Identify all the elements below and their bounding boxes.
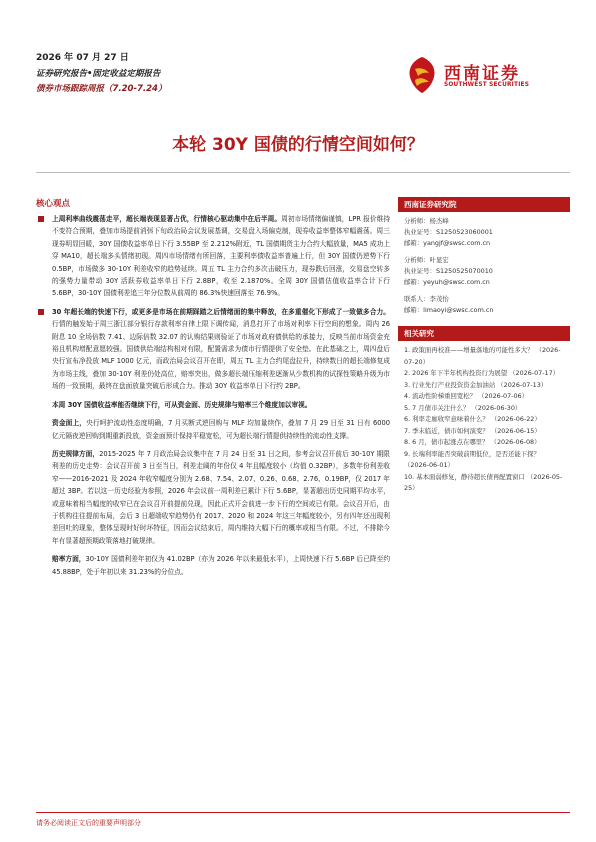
related-item[interactable]: 1. 政策面再校准——增量落地的可能性多大？ （2026-07-20） (404, 346, 561, 366)
p2-text: 行情的触发始于周三浙江部分银行存款利率自律上限下调传闻，消息打开了市场对利率下行空间的想象。周内 26 附息 10 全场倍数 7.41、边际倍数 32.07 的认购结果则验证了市场对政府债供给的承接力，反映当前市场资金充裕且机构增配意愿较强。国债供给端结构相对有限，配置需求为债市行情提供了安全垫。在此基础之上，周四盘后央行宣布净投放 MLF 1000 亿元，而政治局会议召开在即，周五 TL 主力合约尾盘拉升，持续数日的超长端修复成为市场主线，叠加 30-10Y 利差仍处高位，赔率突出，做多超长端压缩利差逐渐从少数机构的试探性策略升级为市场的一致预期，最终在盘面放量突破后形成合力。推动 30Y 收益率单日下行约 2BP。 (52, 320, 390, 391)
logo-en: SOUTHWEST SECURITIES (444, 82, 530, 88)
related-item[interactable]: 8. 6 月，债市起涨点在哪里？ （2026-06-08） (404, 438, 541, 446)
p1-bold: 上周利率曲线震荡走平，超长端表现显著占优，行情核心驱动集中在后半周。 (52, 215, 282, 223)
related-item[interactable]: 3. 行业先行产业投资资金加油站 （2026-07-13） (404, 380, 548, 389)
analyst-1-license: 执业证号：S1250523060001 (404, 228, 493, 236)
related-header: 相关研究 (398, 326, 570, 341)
institute-header: 西南证券研究院 (398, 197, 570, 212)
contact-email[interactable]: 邮箱：limaoyi@swsc.com.cn (404, 306, 494, 314)
related-item[interactable]: 9. 长端利率能否突破前期低位，是否还能下探？ （2026-06-01） (404, 449, 540, 469)
p3-bold: 本周 30Y 国债收益率能否继续下行，可从资金面、历史规律与赔率三个维度加以审视。 (52, 400, 312, 409)
related-item[interactable]: 6. 利率走廊收窄意味着什么？ （2026-06-22） (404, 415, 541, 423)
analyst-2-email[interactable]: 邮箱：yeyuh@swsc.com.cn (404, 278, 490, 286)
contact-name: 联系人：李茂怡 (404, 295, 449, 303)
p1-text: 周初市场情绪偏谨慎，LPR 报价维持不变符合预期，叠加市场提前消弭下旬政治局会议发展基调，交易盘入场偏克制，现券收益率整体窄幅震荡。周三现券明显回暖，30Y 国债收益率单日下行 3.55BP 至 2.212%附近，TL 国债期货主力合约大幅放量，MA5 成功上穿 MA10，超长端多头情绪初现。周四市场情绪有所回落，主要利率债收益率普遍上行，但 30Y 国债仍逆势下行 0.5BP，市场做多 30-10Y 利差收窄的趋势延续。周五 TL 主力合约多次击破压力，现券跌后回涨，交易盘空转多的强势力量带动 30Y 活跃券收益率单日下行 2.8BP，收至 2.1870%。全周 30Y 国债估值收益率合计下行 5.6BP，30-10Y 国债利差追三年分位数从前周的 86.3%快速回落至 76.9%。 (52, 215, 391, 298)
report-subtitle: 债券市场跟踪周报（7.20-7.24） (36, 84, 167, 94)
p6-label: 赔率方面， (52, 555, 86, 564)
paragraph-5 (36, 448, 390, 547)
bullet-square-icon (38, 309, 44, 315)
seal-icon (404, 55, 440, 95)
related-list (398, 341, 570, 495)
paragraph-6 (36, 553, 390, 578)
p4-text: 央行呵护流动性态度明确，7 月买断式逆回购与 MLF 均加量续作，叠加 7 月 29 日至 31 日有 6000 亿元隔夜逆回购到期重新投放，资金面预计保持平稳宽松，可为超长端行情提供持续性的流动性支撑。 (52, 419, 390, 440)
analyst-list (398, 212, 570, 316)
analyst-1-email[interactable]: 邮箱：yangjf@swsc.com.cn (404, 239, 491, 247)
p2-bold: 30 年超长端的快速下行，或更多是市场在前期踩踏之后情绪面的集中释放，在多重催化下形成了一致做多合力。 (52, 307, 390, 316)
report-series: 证券研究报告•固定收益定期报告 (36, 69, 161, 79)
report-date: 2026 年 07 月 27 日 (36, 53, 129, 63)
related-item[interactable]: 7. 季末临近，债市如何演变？ （2026-06-15） (404, 426, 541, 435)
logo-cn: 西南证券 (444, 64, 520, 84)
analyst-2-license: 执业证号：S1250525070010 (404, 267, 493, 275)
paragraph-4 (36, 417, 390, 442)
paragraph-1 (36, 213, 390, 300)
main-column (36, 213, 390, 584)
paragraph-3 (36, 399, 390, 411)
paragraph-2 (36, 306, 390, 393)
bullet-square-icon (38, 216, 44, 222)
p6-text: 30-10Y 国债利差年初仅为 41.02BP（亦为 2026 年以来最低水平），上周快速下行 5.6BP 后已降至约 45.88BP，处于年初以来 31.23%的分位点。 (52, 555, 391, 576)
p4-label: 资金面上， (52, 419, 87, 428)
related-research (398, 326, 570, 495)
related-item[interactable]: 4. 流动性阶梯重回宽松？ （2026-07-06） (404, 392, 528, 400)
analyst-2-name: 分析师：叶显宏 (404, 256, 449, 264)
report-header (36, 52, 166, 96)
analyst-1-name: 分析师：杨杰峰 (404, 217, 449, 225)
related-item[interactable]: 2. 2026 年下半年机构投资行为展望 （2026-07-17） (404, 369, 560, 377)
top-divider (36, 172, 570, 173)
p5-text: 2015-2025 年 7 月政治局会议集中在 7 月 24 日至 31 日之间，参考会议召开前后 30-10Y 期限利差的历史走势：会议召开前 3 日至当日，利差走阔的年份仅 4 年且幅度较小（均值 0.32BP），多数年份利差收窄——2016-2021 及 2024 年收窄幅度分别为 2.68、7.54、2.07、0.26、0.68、2.76、0.19BP，仅 2017 年超过 3BP。若以这一历史经验为参照，2026 年会议前一周利差已累计下行 5.6BP，显著超出历史同期平均水平，或意味着相当幅度的收窄已在会议召开前提前兑现，因此正式开会前进一步下行的空间或已有限。会议召开后，由于机构往往提前布局，会后 3 日超端收窄趋势仍有 2017、2020 和 2024 年这三年幅度较小，另有四年还出现利差回吐的现象，整体呈现时好时坏特征，因而会议结束后，周内维持大幅下行的概率或相当有限。不过，不排除今年有显著超预期政策落地打破规律。 (52, 449, 390, 545)
related-item[interactable]: 10. 基本面弱修复，静待超长债再配置窗口 （2026-05-25） (404, 472, 563, 492)
core-label: 核心观点 (36, 199, 71, 209)
sidebar (398, 197, 570, 495)
page-title: 本轮 30Y 国债的行情空间如何？ (172, 135, 424, 155)
related-item[interactable]: 5. 7 月债市关注什么？ （2026-06-30） (404, 403, 522, 412)
company-logo (404, 55, 564, 99)
footer-disclaimer: 请务必阅读正文后的重要声明部分 (36, 819, 141, 827)
footer-divider (36, 812, 570, 813)
p5-label: 历史规律方面， (52, 449, 100, 458)
